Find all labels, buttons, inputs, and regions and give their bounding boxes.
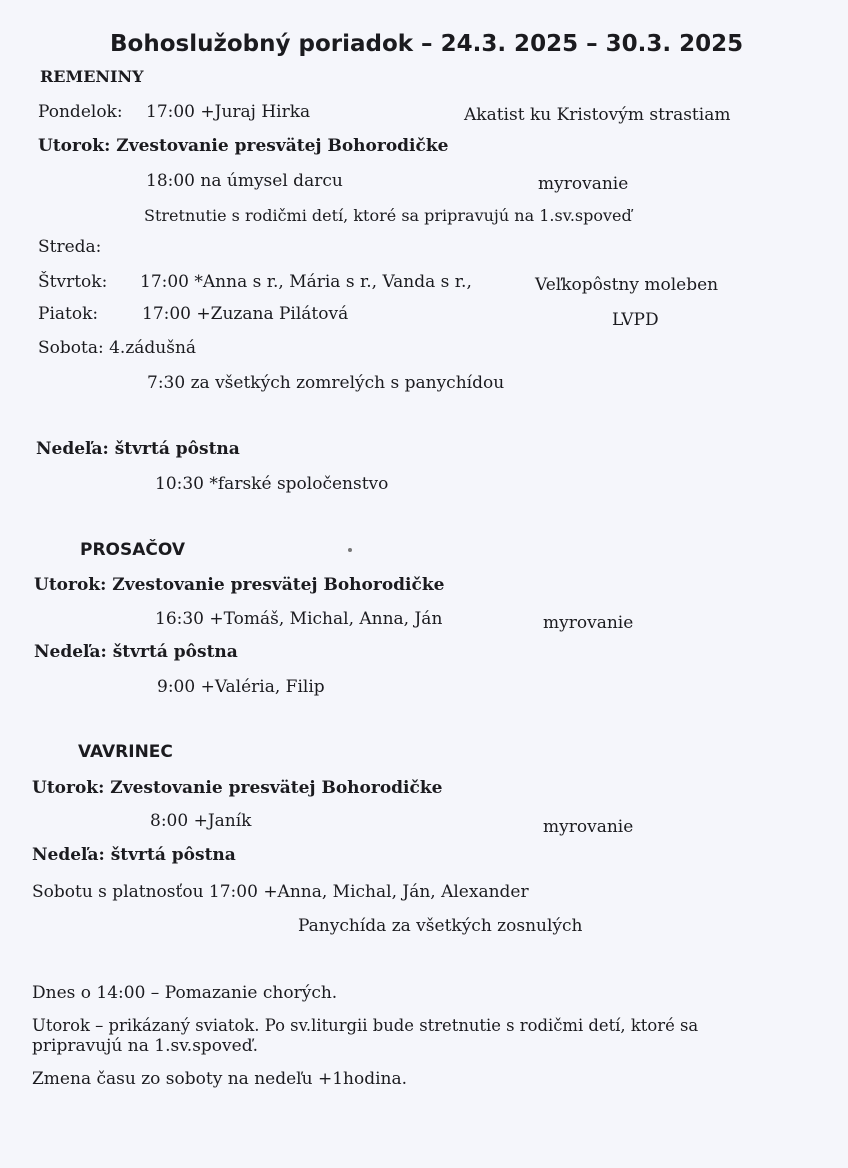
day-heading-utorok-vavrinec: Utorok: Zvestovanie presvätej Bohorodičke: [32, 778, 443, 798]
day-heading-nedela-prosacov: Nedeľa: štvrtá pôstna: [34, 642, 238, 662]
section-heading-vavrinec: VAVRINEC: [78, 742, 173, 762]
day-heading-utorok-remeniny: Utorok: Zvestovanie presvätej Bohorodičke: [38, 136, 449, 156]
meeting-note-utorok: Stretnutie s rodičmi detí, ktoré sa pripravujú na 1.sv.spoveď: [144, 206, 632, 225]
note-utorok-remeniny: myrovanie: [538, 174, 629, 194]
note-utorok-prosacov: myrovanie: [543, 613, 634, 633]
day-label-sobota: Sobota: 4.zádušná: [38, 338, 197, 358]
note-utorok-vavrinec: myrovanie: [543, 817, 634, 837]
mass-entry-piatok: 17:00 +Zuzana Pilátová: [142, 304, 349, 324]
day-heading-nedela-remeniny: Nedeľa: štvrtá pôstna: [36, 439, 240, 459]
mass-entry-nedela-prosacov: 9:00 +Valéria, Filip: [157, 677, 325, 697]
mass-entry-stvrtok: 17:00 *Anna s r., Mária s r., Vanda s r.,: [140, 272, 472, 292]
day-label-pondelok: Pondelok:: [38, 102, 123, 122]
day-label-streda: Streda:: [38, 237, 102, 257]
announcement-line-1: Dnes o 14:00 – Pomazanie chorých.: [32, 983, 338, 1003]
mass-entry-pondelok: 17:00 +Juraj Hirka: [146, 102, 311, 122]
day-label-piatok: Piatok:: [38, 304, 99, 324]
day-label-stvrtok: Štvrtok:: [38, 272, 108, 292]
panychida-note: Panychída za všetkých zosnulých: [298, 916, 583, 936]
day-heading-nedela-vavrinec: Nedeľa: štvrtá pôstna: [32, 845, 236, 865]
mass-entry-utorok-remeniny: 18:00 na úmysel darcu: [146, 171, 343, 191]
announcement-line-2b: pripravujú na 1.sv.spoveď.: [32, 1036, 258, 1056]
announcement-line-2a: Utorok – prikázaný sviatok. Po sv.liturgii bude stretnutie s rodičmi detí, ktoré sa: [32, 1016, 699, 1035]
page-title: Bohoslužobný poriadok – 24.3. 2025 – 30.3. 2025: [110, 31, 744, 57]
section-heading-remeniny: REMENINY: [40, 67, 144, 86]
mass-entry-sobota: 7:30 za všetkých zomrelých s panychídou: [147, 373, 505, 393]
day-heading-utorok-prosacov: Utorok: Zvestovanie presvätej Bohorodičke: [34, 575, 445, 595]
mass-entry-nedela-remeniny: 10:30 *farské spoločenstvo: [155, 474, 389, 494]
mass-entry-sobota-vavrinec: Sobotu s platnosťou 17:00 +Anna, Michal, Ján, Alexander: [32, 882, 529, 902]
speck-mark: [348, 548, 352, 552]
announcement-line-3: Zmena času zo soboty na nedeľu +1hodina.: [32, 1069, 408, 1089]
note-piatok: LVPD: [612, 310, 659, 330]
section-heading-prosacov: PROSAČOV: [80, 540, 186, 560]
mass-entry-utorok-prosacov: 16:30 +Tomáš, Michal, Anna, Ján: [155, 609, 443, 629]
mass-entry-utorok-vavrinec: 8:00 +Janík: [150, 811, 252, 831]
note-pondelok: Akatist ku Kristovým strastiam: [464, 105, 731, 125]
note-stvrtok: Veľkopôstny moleben: [535, 275, 719, 295]
